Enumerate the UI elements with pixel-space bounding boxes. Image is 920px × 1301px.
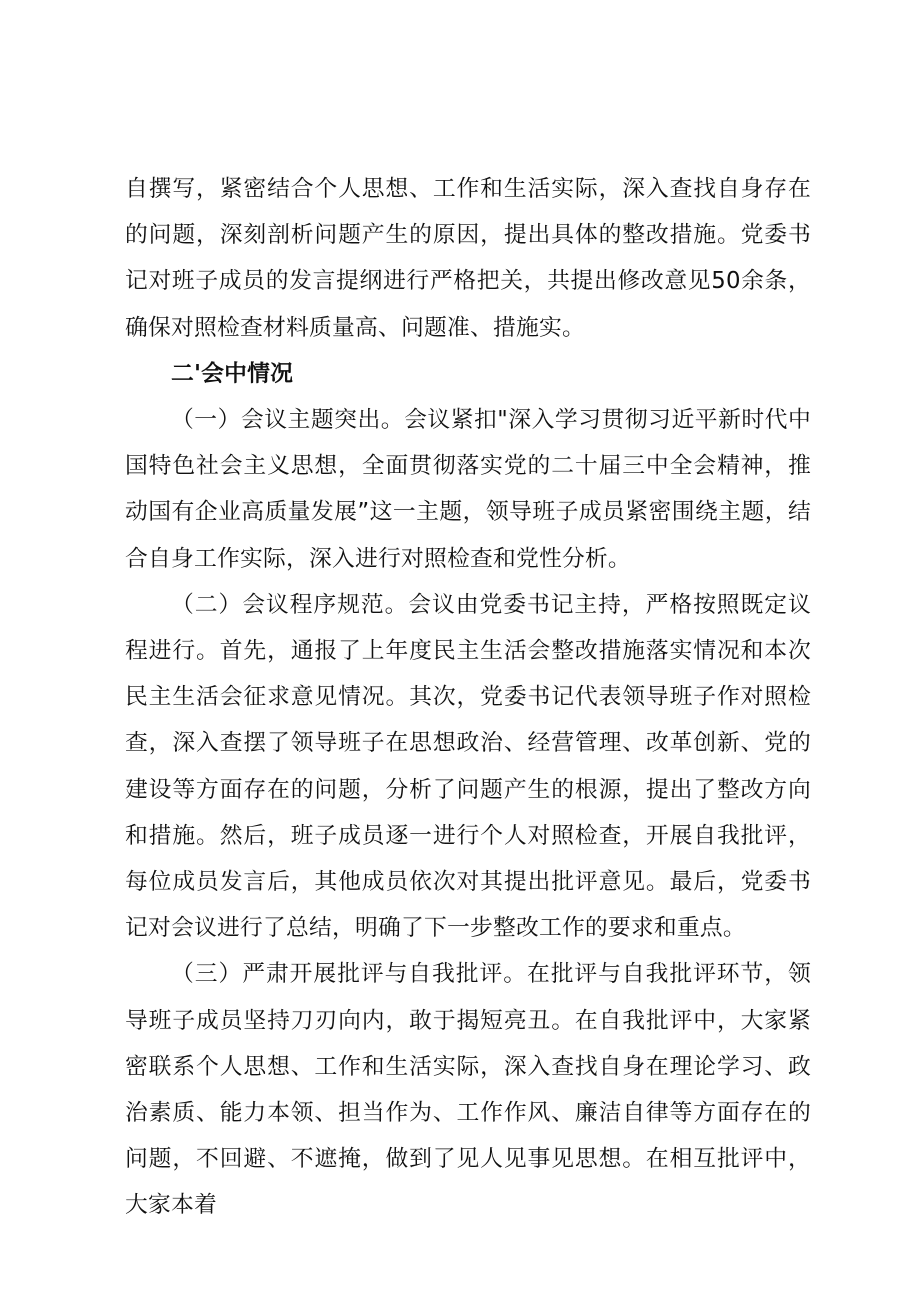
document-body: [125, 166, 811, 1229]
paragraph-criticism: （三）严肃开展批评与自我批评。在批评与自我批评环节，领导班子成员坚持刀刃向内，敢于揭短亮丑。在自我批评中，大家紧密联系个人思想、工作和生活实际，深入查找自身在理论学习、政治素质、能力本领、担当作为、工作作风、廉洁自律等方面存在的问题，不回避、不遮掩，做到了见人见事见思想。在相互批评中，大家本着: [125, 961, 811, 1219]
paragraph-procedure: （二）会议程序规范。会议由党委书记主持，严格按照既定议程进行。首先，通报了上年度民主生活会整改措施落实情况和本次民主生活会征求意见情况。其次，党委书记代表领导班子作对照检查，深入查摆了领导班子在思想政治、经营管理、改革创新、党的建设等方面存在的问题，分析了问题产生的根源，提出了整改方向和措施。然后，班子成员逐一进行个人对照检查，开展自我批评，每位成员发言后，其他成员依次对其提出批评意见。最后，党委书记对会议进行了总结，明确了下一步整改工作的要求和重点。: [125, 591, 811, 942]
paragraph-theme: （一）会议主题突出。会议紧扣"深入学习贯彻习近平新时代中国特色社会主义思想，全面贯彻落实党的二十届三中全会精神，推动国有企业高质量发展”这一主题，领导班子成员紧密围绕主题，结合自身工作实际，深入进行对照检查和党性分析。: [125, 407, 811, 572]
section-heading: 二'会中情况: [171, 360, 294, 387]
paragraph-continuation: 自撰写，紧密结合个人思想、工作和生活实际，深入查找自身存在的问题，深刻剖析问题产生的原因，提出具体的整改措施。党委书记对班子成员的发言提纲进行严格把关，共提出修改意见50余条，确保对照检查材料质量高、问题准、措施实。: [125, 176, 811, 341]
